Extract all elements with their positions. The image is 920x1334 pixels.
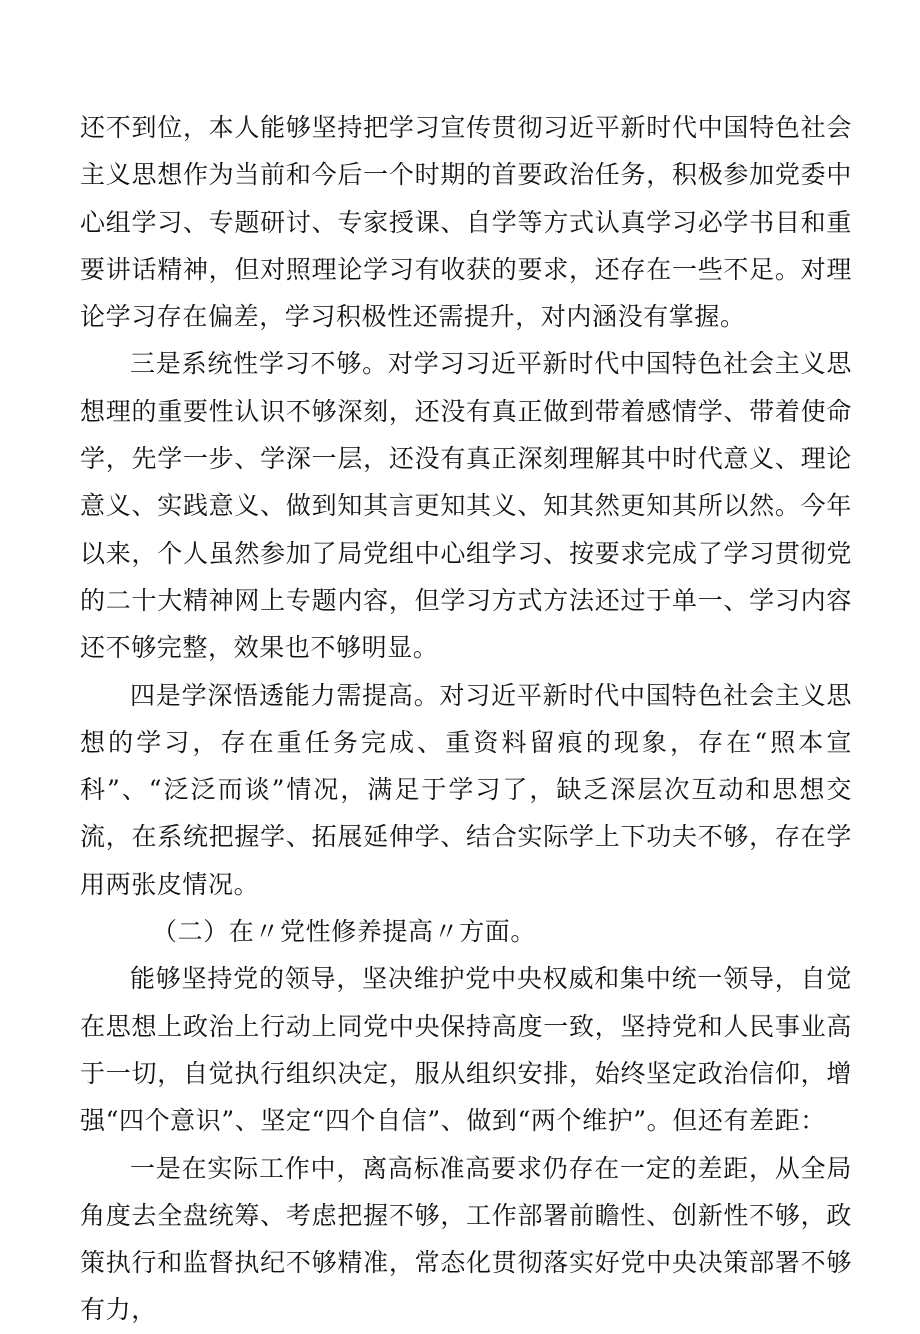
section-heading-party-cultivation: （二）在〃党性修养提高〃方面。 [152, 917, 537, 947]
paragraph-deep-understanding: 四是学深悟透能力需提高。对习近平新时代中国特色社会主义思想的学习，存在重任务完成、重资料留痕的现象，存在“照本宣科”、“泛泛而谈”情况，满足于学习了，缺乏深层次互动和思想交流，在系统把握学、拓展延伸学、结合实际学上下功夫不够，存在学用两张皮情况。 [80, 680, 852, 899]
paragraph-systematic-study: 三是系统性学习不够。对学习习近平新时代中国特色社会主义思想理的重要性认识不够深刻，还没有真正做到带着感情学、带着使命学，先学一步、学深一层，还没有真正深刻理解其中时代意义、理论意义、实践意义、做到知其言更知其义、知其然更知其所以然。今年以来，个人虽然参加了局党组中心组学习、按要求完成了学习贯彻党的二十大精神网上专题内容，但学习方式方法还过于单一、学习内容还不够完整，效果也不够明显。 [80, 349, 852, 663]
paragraph-practical-work: 一是在实际工作中，离高标准高要求仍存在一定的差距，从全局角度去全盘统筹、考虑把握不够，工作部署前瞻性、创新性不够，政策执行和监督执纪不够精准，常态化贯彻落实好党中央决策部署不够有力， [80, 1153, 852, 1325]
document-body [80, 104, 852, 1334]
paragraph-continuation: 还不到位，本人能够坚持把学习宣传贯彻习近平新时代中国特色社会主义思想作为当前和今后一个时期的首要政治任务，积极参加党委中心组学习、专题研讨、专家授课、自学等方式认真学习必学书目和重要讲话精神，但对照理论学习有收获的要求，还存在一些不足。对理论学习存在偏差，学习积极性还需提升，对内涵没有掌握。 [80, 113, 852, 332]
paragraph-party-leadership: 能够坚持党的领导，坚决维护党中央权威和集中统一领导，自觉在思想上政治上行动上同党中央保持高度一致，坚持党和人民事业高于一切，自觉执行组织决定，服从组织安排，始终坚定政治信仰，增强“四个意识”、坚定“四个自信”、做到“两个维护”。但还有差距： [80, 964, 852, 1136]
